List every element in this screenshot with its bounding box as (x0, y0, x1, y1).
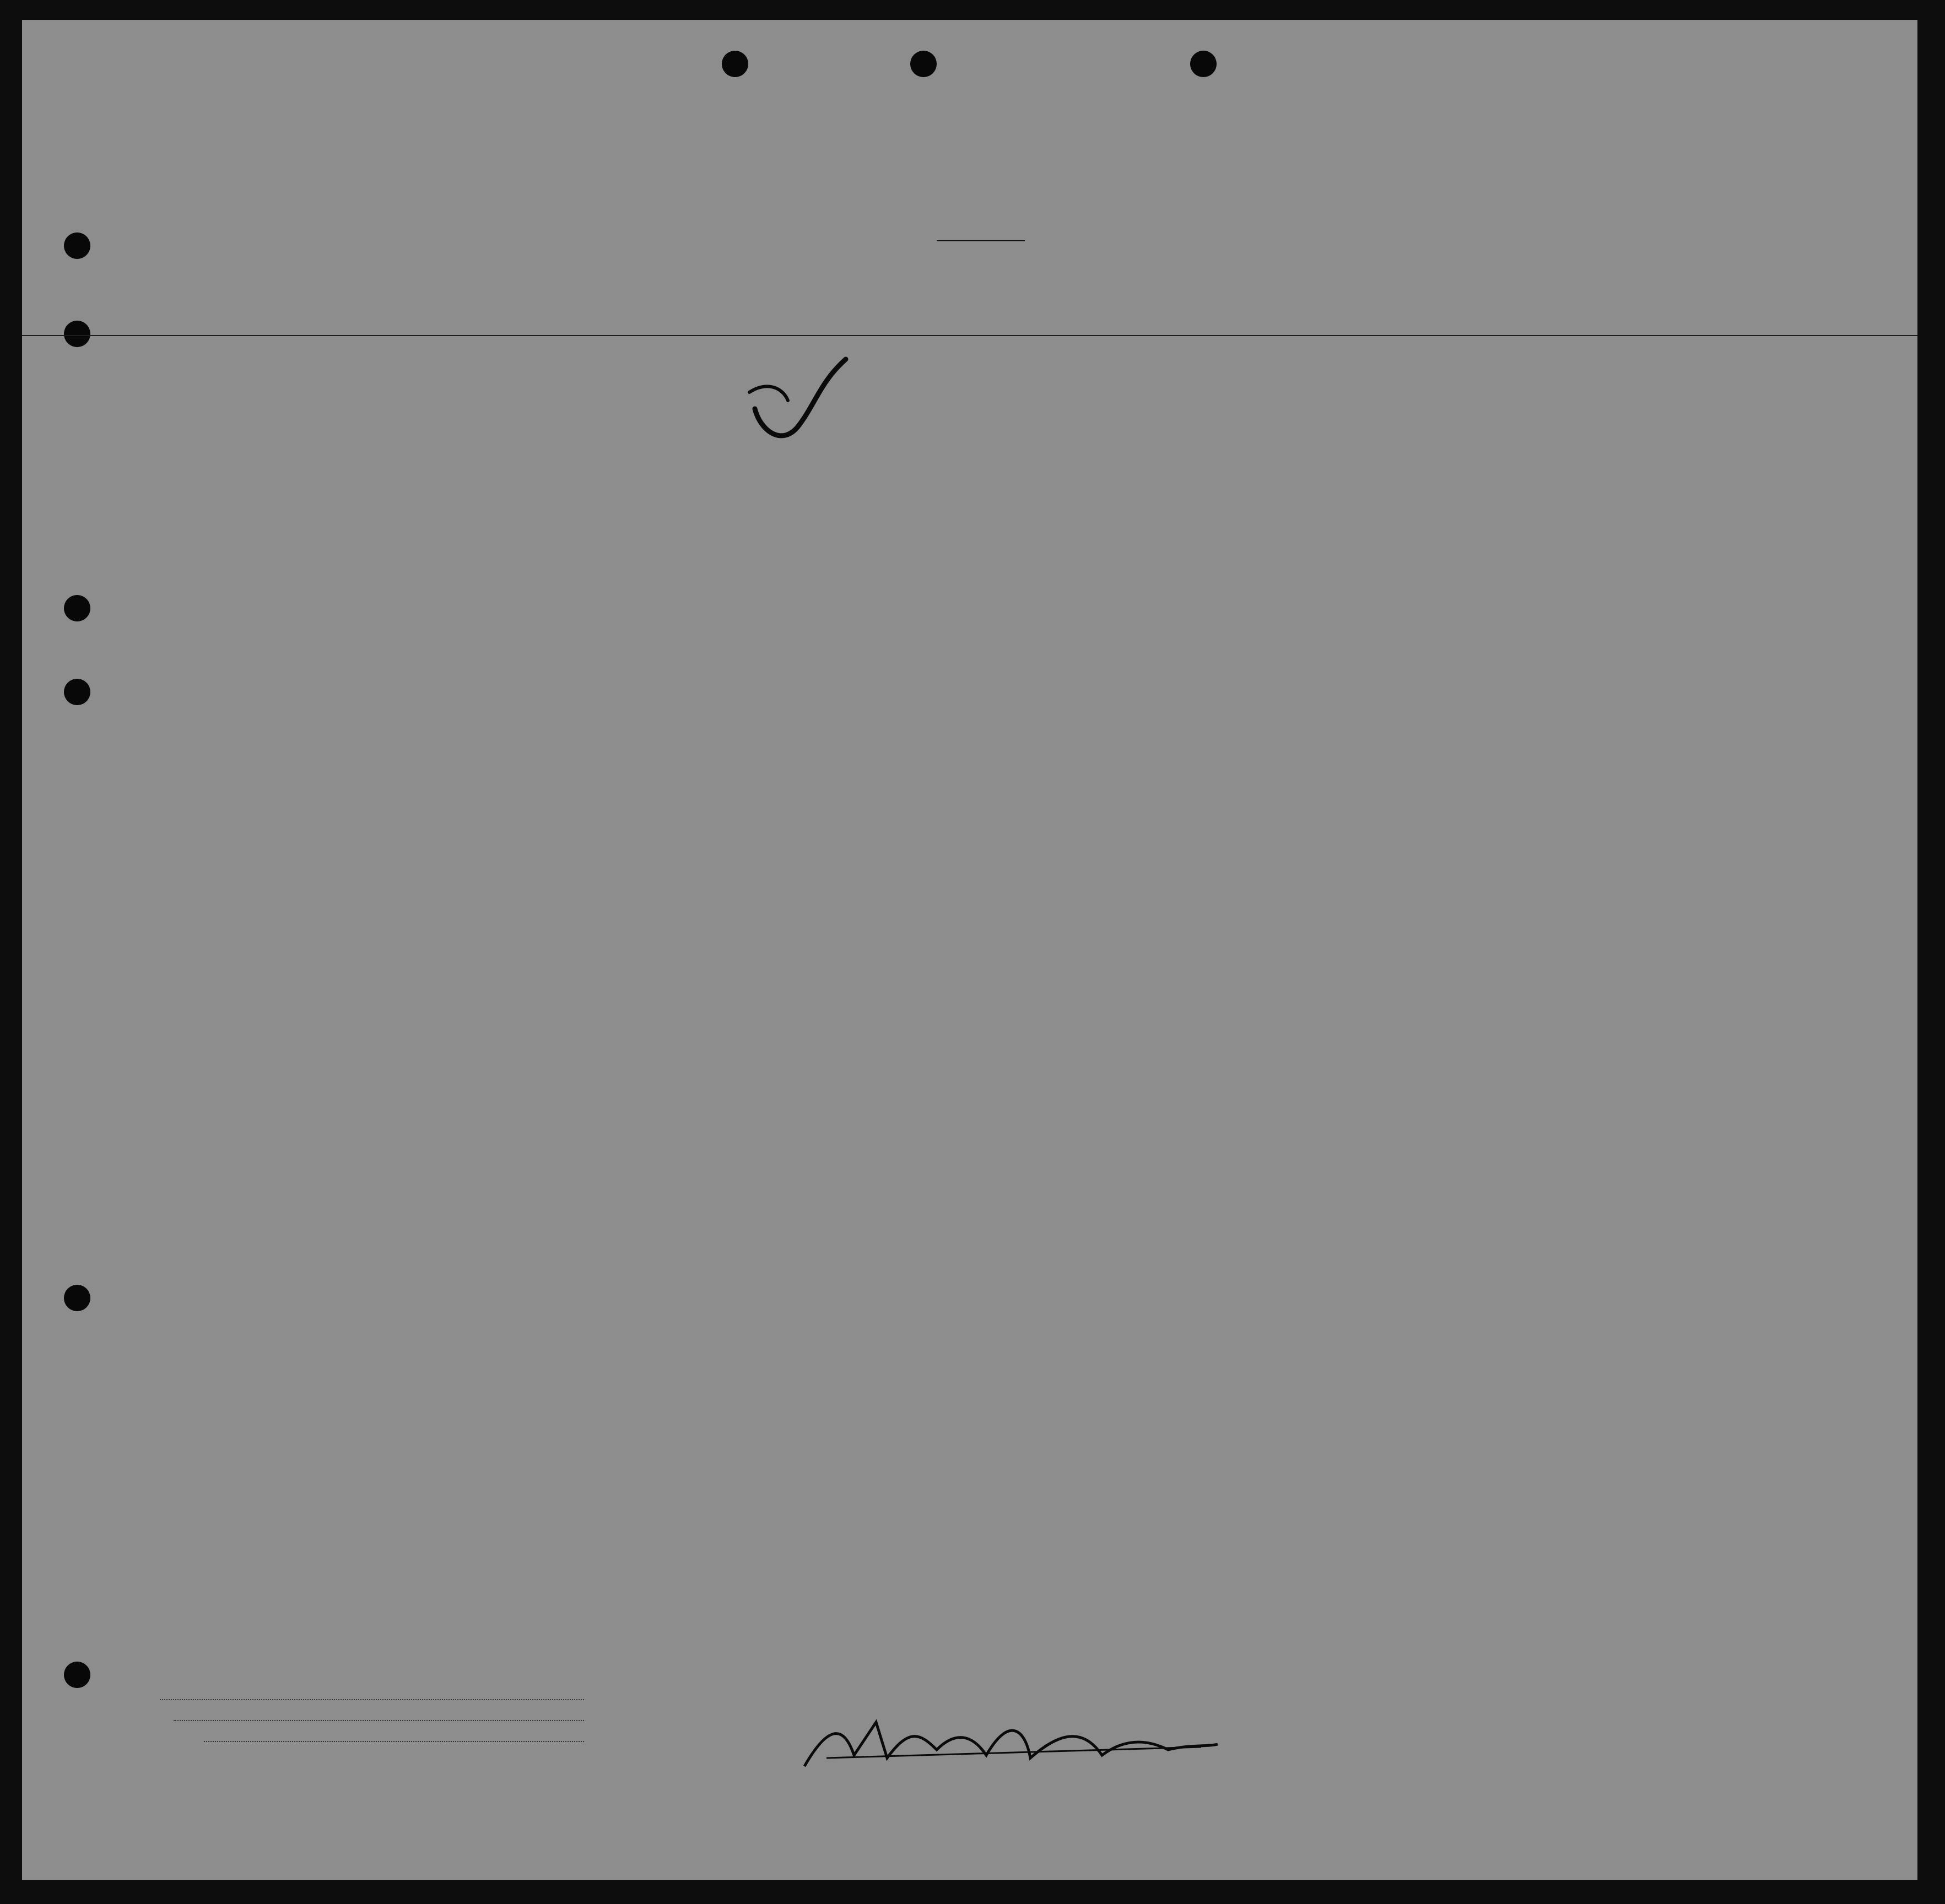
title-rule (937, 240, 1025, 241)
inspector-signature (793, 1706, 1223, 1777)
punch-hole-left-2 (64, 321, 90, 347)
local-agents-field (204, 1741, 584, 1743)
punch-hole-left-1 (64, 232, 90, 259)
punch-hole-left-5 (64, 1285, 90, 1311)
punch-hole-top-2 (910, 51, 937, 77)
line-field (160, 1699, 584, 1701)
check-mark-icon (733, 348, 860, 469)
manifest-sheet (22, 20, 1917, 1880)
vessel-line-rule (22, 335, 1917, 336)
punch-hole-left-3 (64, 595, 90, 621)
punch-hole-top-3 (1190, 51, 1217, 77)
punch-hole-left-6 (64, 1662, 90, 1688)
punch-hole-left-4 (64, 679, 90, 705)
punch-hole-top-1 (722, 51, 748, 77)
owners-field (174, 1720, 584, 1722)
